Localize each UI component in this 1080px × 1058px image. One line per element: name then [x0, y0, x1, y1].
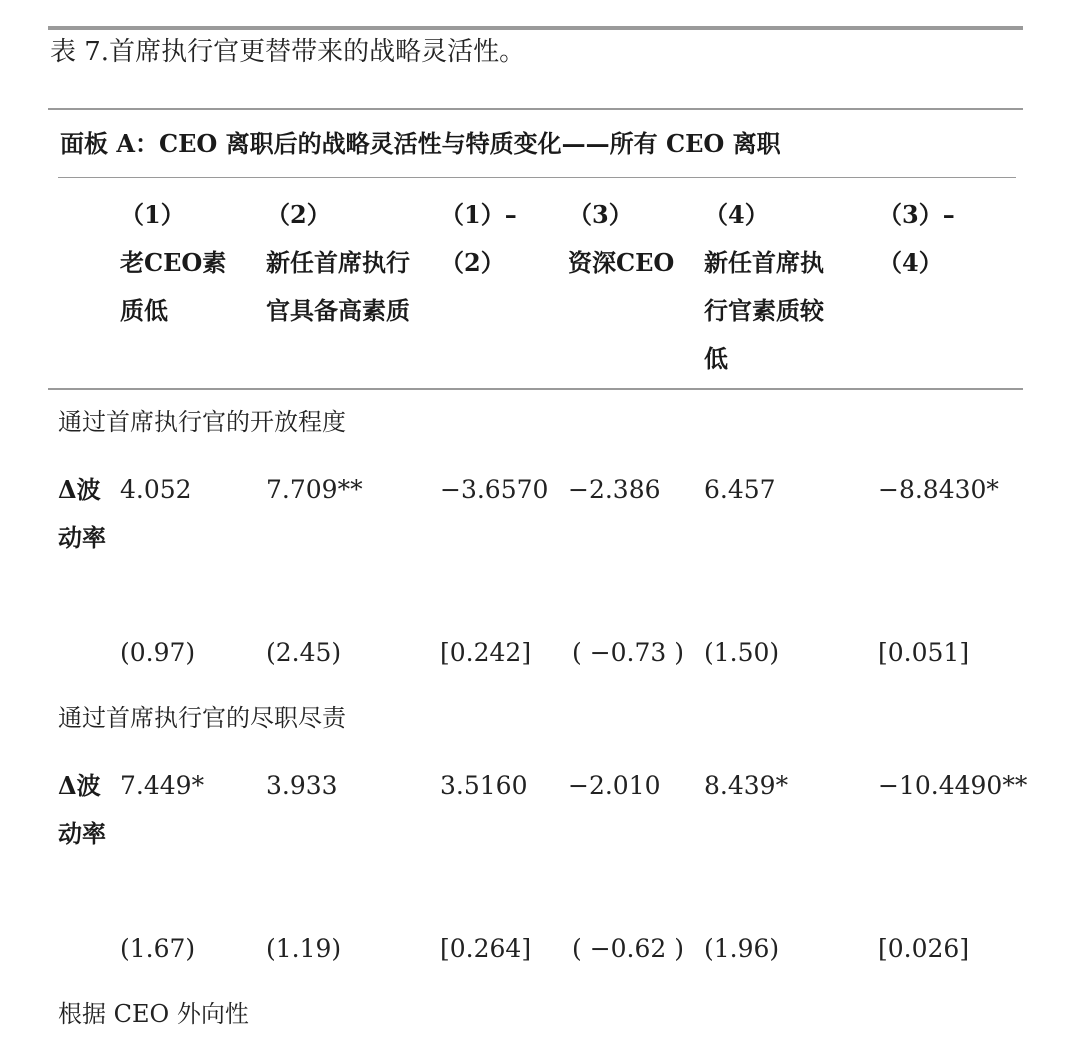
table-cell-stat: [0.026] [878, 934, 970, 963]
table-caption: 表 7.首席执行官更替带来的战略灵活性。 [50, 37, 526, 67]
column-header-2 [266, 191, 426, 335]
section-title-openness: 通过首席执行官的开放程度 [58, 408, 346, 436]
table-cell-stat: [0.264] [440, 934, 532, 963]
column-header-6 [878, 191, 978, 287]
table-cell-stat: ( −0.62 ) [572, 934, 685, 963]
column-header-5 [704, 191, 836, 383]
table-cell: 3.933 [266, 771, 338, 800]
table-cell: 4.052 [120, 475, 192, 504]
column-label: 新任首席执行官素质较低 [704, 248, 824, 373]
column-header-3 [440, 191, 540, 287]
column-number: （1） [120, 200, 185, 229]
column-number: （4） [704, 200, 769, 229]
table-cell: 8.439* [704, 771, 789, 800]
panel-rule [58, 177, 1016, 178]
row-label-volatility: Δ波动率 [58, 771, 106, 848]
table-cell: 3.5160 [440, 771, 528, 800]
column-label: 新任首席执行官具备高素质 [266, 248, 410, 325]
top-rule [48, 26, 1023, 30]
column-header-4 [568, 191, 688, 287]
table-cell-stat: [0.242] [440, 638, 532, 667]
header-rule [48, 388, 1023, 390]
table-cell: −10.4490** [878, 771, 1028, 800]
table-cell-stat: (1.67) [120, 934, 196, 963]
column-number: （2） [266, 200, 331, 229]
column-label: 资深CEO [568, 248, 675, 277]
table-cell-stat: ( −0.73 ) [572, 638, 685, 667]
caption-rule [48, 108, 1023, 110]
column-number: （3）–（4） [878, 200, 955, 277]
section-title-conscientiousness: 通过首席执行官的尽职尽责 [58, 704, 346, 732]
column-number: （1）–（2） [440, 200, 517, 277]
table-cell-stat: (2.45) [266, 638, 342, 667]
table-cell: 6.457 [704, 475, 776, 504]
table-cell-stat: (1.50) [704, 638, 780, 667]
table-cell: −3.6570 [440, 475, 549, 504]
table-cell-stat: (0.97) [120, 638, 196, 667]
table-cell-stat: (1.19) [266, 934, 342, 963]
table-cell: −8.8430* [878, 475, 999, 504]
table-cell-stat: (1.96) [704, 934, 780, 963]
column-label: 老CEO素质低 [120, 248, 227, 325]
column-number: （3） [568, 200, 633, 229]
table-cell: 7.709** [266, 475, 363, 504]
table-cell-stat: [0.051] [878, 638, 970, 667]
panel-title: 面板 A：CEO 离职后的战略灵活性与特质变化——所有 CEO 离职 [60, 129, 781, 158]
table-cell: −2.010 [568, 771, 661, 800]
section-title-extraversion: 根据 CEO 外向性 [58, 1000, 249, 1028]
table-cell: −2.386 [568, 475, 661, 504]
table-cell: 7.449* [120, 771, 205, 800]
column-header-1 [120, 191, 235, 335]
row-label-volatility: Δ波动率 [58, 475, 106, 552]
